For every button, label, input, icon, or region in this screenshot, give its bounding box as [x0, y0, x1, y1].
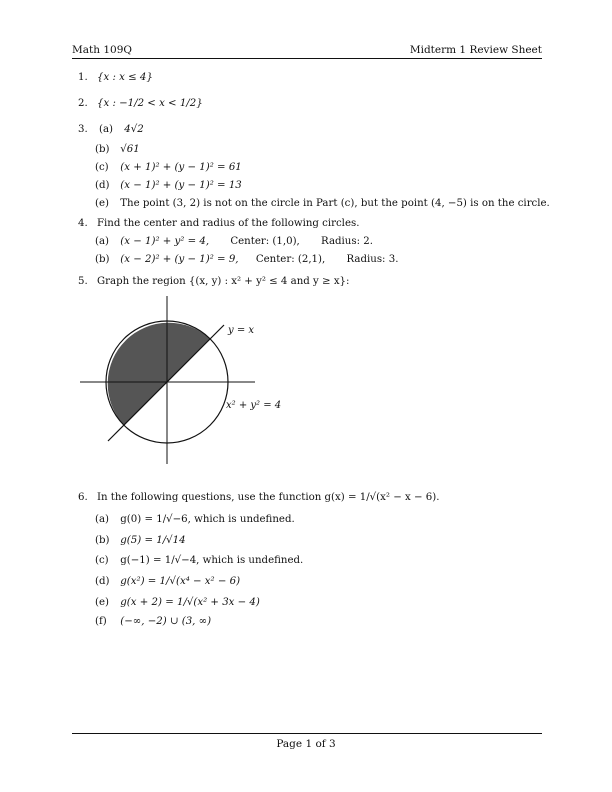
q6-d-label: (d)	[95, 576, 110, 587]
q6-e-label: (e)	[95, 597, 109, 608]
q3-c-label: (c)	[95, 162, 109, 173]
q3-d	[95, 180, 242, 192]
q6	[78, 492, 439, 504]
q3-a	[78, 124, 144, 136]
q6-e-text: g(x + 2) = 1/√(x² + 3x − 4)	[120, 597, 260, 608]
q4-a	[95, 236, 373, 248]
q3-b-label: (b)	[95, 144, 110, 155]
q4	[78, 218, 359, 230]
region-graph	[80, 296, 320, 476]
q5	[78, 276, 349, 288]
header-title: Midterm 1 Review Sheet	[409, 44, 542, 56]
q3-e-text: The point (3, 2) is not on the circle in Part (c), but the point (4, −5) is on the circle.	[120, 198, 550, 209]
q1-number: 1.	[78, 72, 88, 83]
q3-e-label: (e)	[95, 198, 109, 209]
q4-b-radius: Radius: 3.	[346, 254, 399, 265]
q5-number: 5.	[78, 276, 88, 287]
q4-number: 4.	[78, 218, 88, 229]
circle-label: x² + y² = 4	[226, 400, 282, 411]
q3-b-text: √61	[120, 144, 140, 155]
q2-answer: {x : −1/2 < x < 1/2}	[96, 98, 203, 109]
q6-prompt: In the following questions, use the function g(x) = 1/√(x² − x − 6).	[96, 492, 440, 503]
q6-d	[95, 576, 240, 588]
q6-f	[95, 616, 211, 628]
q6-f-text: (−∞, −2) ∪ (3, ∞)	[120, 616, 212, 627]
q6-number: 6.	[78, 492, 88, 503]
q1	[78, 72, 153, 84]
header-rule	[72, 58, 542, 59]
q3-a-label: (a)	[98, 124, 114, 135]
q3-b	[95, 144, 140, 156]
q6-a	[95, 514, 295, 526]
q4-a-eq: (x − 1)² + y² = 4,	[120, 236, 210, 247]
q3-c	[95, 162, 242, 174]
q6-c-text: g(−1) = 1/√−4, which is undefined.	[120, 555, 304, 566]
q4-b-center: Center: (2,1),	[255, 254, 326, 265]
q6-c-label: (c)	[95, 555, 109, 566]
q3-number: 3.	[78, 124, 88, 135]
q6-a-text: g(0) = 1/√−6, which is undefined.	[120, 514, 295, 525]
q4-a-radius: Radius: 2.	[321, 236, 373, 247]
q4-b	[95, 254, 398, 266]
q3-d-text: (x − 1)² + (y − 1)² = 13	[120, 180, 242, 191]
q6-b	[95, 535, 186, 547]
q6-a-label: (a)	[95, 514, 110, 525]
line-label: y = x	[228, 325, 255, 336]
header-course: Math 109Q	[72, 44, 132, 56]
q3-e	[95, 198, 550, 210]
q5-prompt: Graph the region {(x, y) : x² + y² ≤ 4 and y ≥ x}:	[96, 276, 350, 287]
q1-answer: {x : x ≤ 4}	[96, 72, 153, 83]
q6-e	[95, 597, 260, 609]
q6-d-text: g(x²) = 1/√(x⁴ − x² − 6)	[120, 576, 241, 587]
q4-a-label: (a)	[95, 236, 110, 247]
q4-a-center: Center: (1,0),	[230, 236, 300, 247]
q3-a-text: 4√2	[124, 124, 144, 135]
q6-c	[95, 555, 303, 567]
q3-c-text: (x + 1)² + (y − 1)² = 61	[120, 162, 242, 173]
q3-d-label: (d)	[95, 180, 110, 191]
q4-prompt: Find the center and radius of the following circles.	[96, 218, 360, 229]
shaded-region	[108, 323, 210, 425]
q2-number: 2.	[78, 98, 88, 109]
q6-b-text: g(5) = 1/√14	[120, 535, 186, 546]
q6-f-label: (f)	[95, 616, 107, 627]
q4-b-eq: (x − 2)² + (y − 1)² = 9,	[120, 254, 239, 265]
page-number: Page 1 of 3	[276, 738, 336, 750]
footer-rule	[72, 733, 542, 734]
q6-b-label: (b)	[95, 535, 110, 546]
q4-b-label: (b)	[95, 254, 110, 265]
q2	[78, 98, 203, 110]
